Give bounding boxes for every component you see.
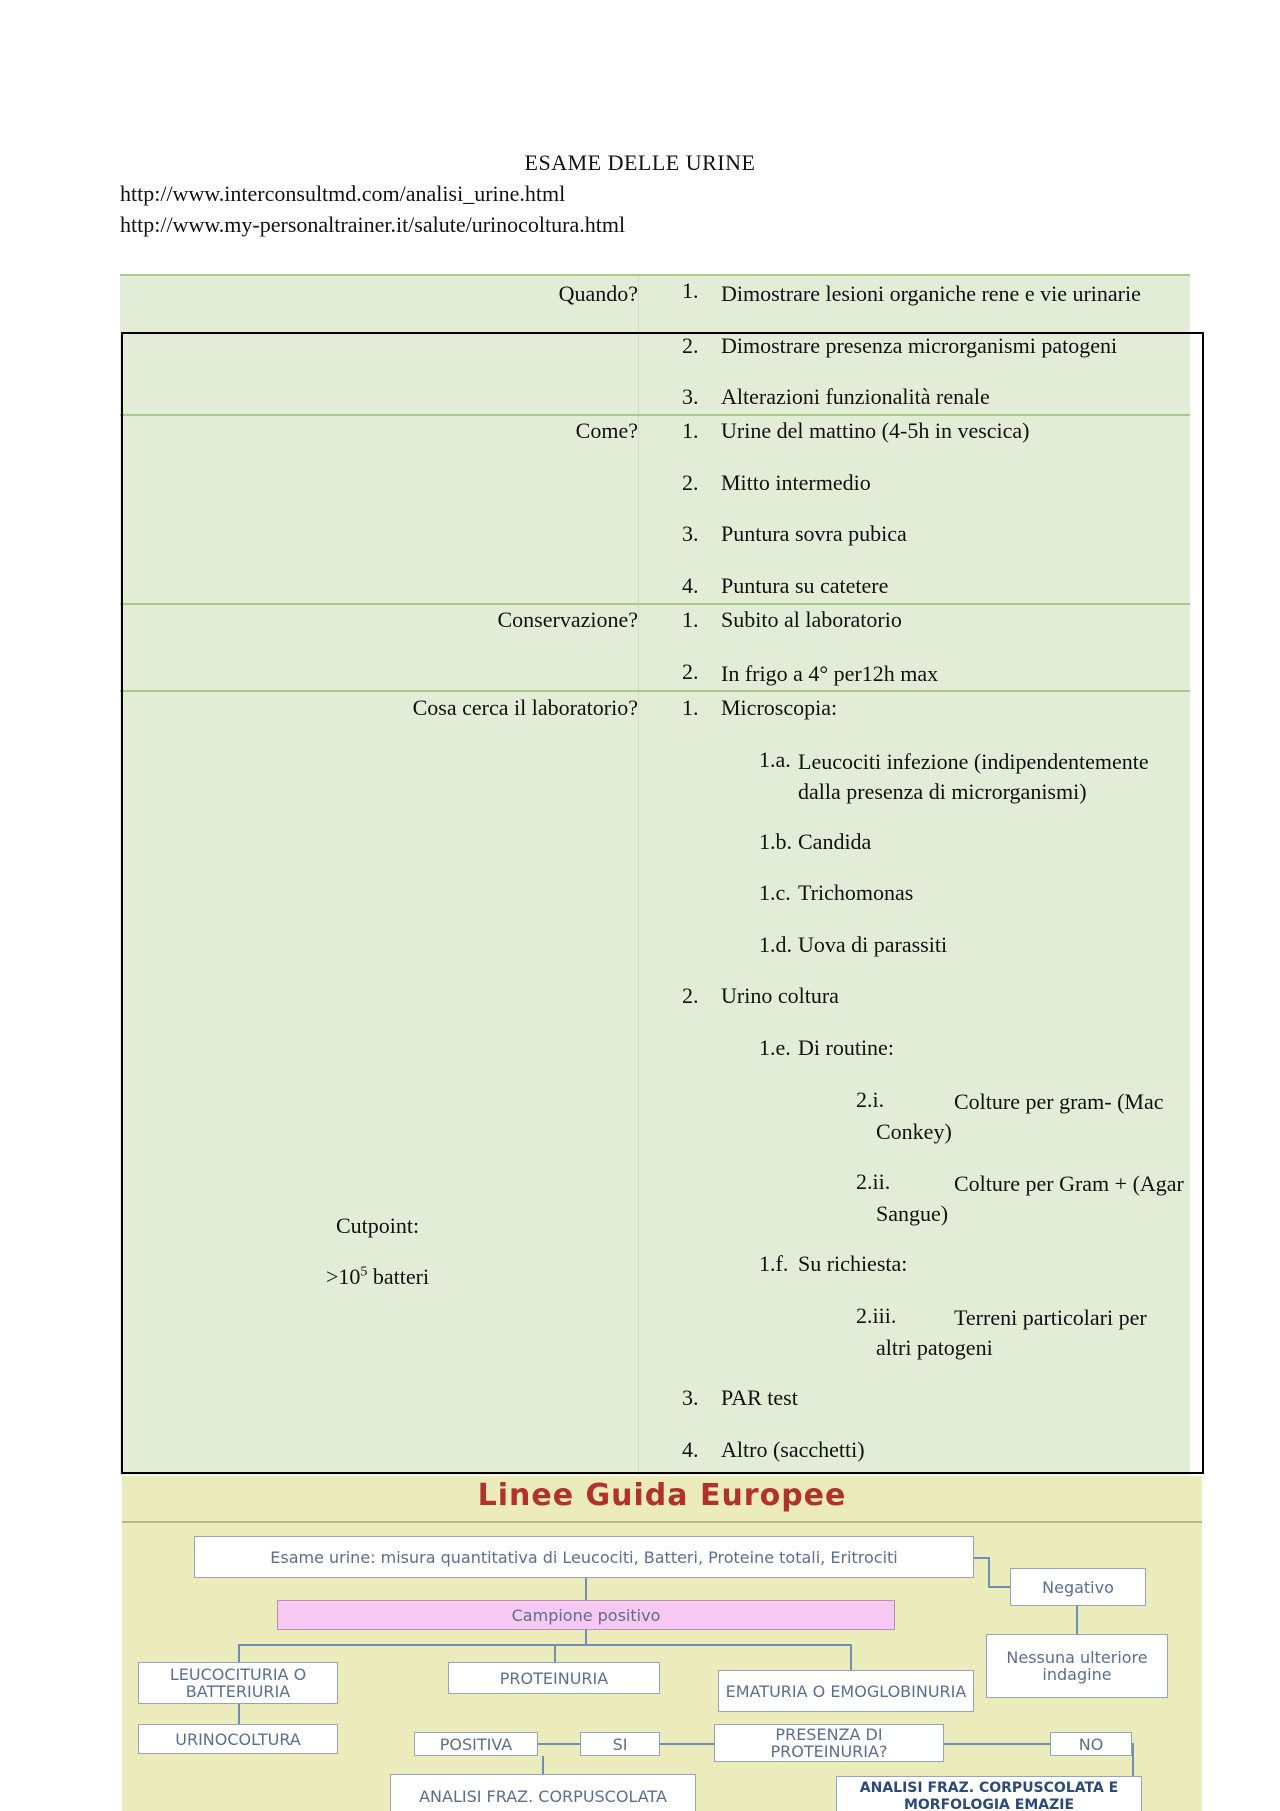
list-number: 4.	[682, 573, 699, 598]
list-item: PAR test	[721, 1385, 798, 1410]
urinocoltura-box: URINOCOLTURA	[138, 1724, 338, 1754]
document-title: ESAME DELLE URINE	[524, 150, 756, 175]
row-label-come: Come?	[575, 418, 638, 443]
row-label-conservazione: Conservazione?	[497, 607, 638, 632]
list-number: 2.	[682, 983, 699, 1008]
list-item: Subito al laboratorio	[721, 607, 902, 632]
list-item: Mitto intermedio	[721, 470, 871, 495]
connector	[585, 1578, 587, 1600]
list-item: Su richiesta:	[798, 1251, 908, 1276]
list-item: Di routine:	[798, 1035, 894, 1060]
cutpoint-label: Cutpoint:	[336, 1213, 420, 1238]
reference-link-1[interactable]: http://www.interconsultmd.com/analisi_urine.html	[120, 181, 566, 206]
esame-box: Esame urine: misura quantitativa di Leucociti, Batteri, Proteine totali, Eritrociti	[194, 1536, 974, 1578]
connector	[554, 1644, 556, 1662]
guidelines-flowchart	[122, 1476, 1202, 1811]
list-number: 1.e.	[759, 1035, 791, 1060]
list-number: 1.	[682, 278, 699, 303]
connector	[988, 1586, 1010, 1588]
negativo-box: Negativo	[1010, 1568, 1146, 1606]
list-number: 2.ii.	[856, 1169, 891, 1194]
list-number: 3.	[682, 521, 699, 546]
connector	[850, 1644, 852, 1670]
connector	[988, 1557, 990, 1587]
list-item: Leucociti infezione (indipendentemente dalla presenza di microrganismi)	[798, 749, 1149, 804]
cutpoint-value: $>10^5$ batteri	[326, 1264, 430, 1289]
flowchart-title: Linee Guida Europee	[477, 1478, 847, 1513]
connector	[238, 1704, 240, 1724]
analisi-corpuscolata-box: ANALISI FRAZ. CORPUSCOLATA	[390, 1774, 696, 1811]
list-number: 1.c.	[759, 880, 791, 905]
list-number: 3.	[682, 384, 699, 409]
row-label-quando: Quando?	[558, 281, 638, 306]
list-item: Puntura sovra pubica	[721, 521, 907, 546]
list-number: 1.	[682, 695, 699, 720]
list-item: Colture per gram- (Mac Conkey)	[876, 1089, 1164, 1144]
connector	[542, 1756, 544, 1774]
reference-link-2[interactable]: http://www.my-personaltrainer.it/salute/urinocoltura.html	[120, 212, 626, 237]
ematuria-box: EMATURIA O EMOGLOBINURIA	[718, 1670, 974, 1712]
list-item: Urine del mattino (4-5h in vescica)	[721, 418, 1030, 443]
connector	[1076, 1606, 1078, 1634]
connector	[944, 1743, 1050, 1745]
flowchart-divider	[122, 1521, 1202, 1523]
list-number: 2.i.	[856, 1087, 885, 1112]
list-item: Candida	[798, 829, 872, 854]
list-number: 4.	[682, 1437, 699, 1462]
list-number: 2.	[682, 659, 699, 684]
list-item: Dimostrare presenza microrganismi patogeni	[721, 333, 1118, 358]
leucocituria-box: LEUCOCITURIA O BATTERIURIA	[138, 1662, 338, 1704]
connector	[1132, 1743, 1134, 1776]
connector	[538, 1743, 580, 1745]
connector	[238, 1644, 240, 1662]
presenza-box: PRESENZA DI PROTEINURIA?	[714, 1724, 944, 1762]
connector	[660, 1743, 714, 1745]
connector	[238, 1644, 850, 1646]
list-item: Terreni particolari per altri patogeni	[876, 1305, 1147, 1360]
list-number: 1.b.	[759, 829, 792, 854]
analisi-morfologia-box: ANALISI FRAZ. CORPUSCOLATA E MORFOLOGIA EMAZIE	[836, 1776, 1142, 1811]
list-item: Urino coltura	[721, 983, 839, 1008]
positiva-box: POSITIVA	[414, 1732, 538, 1756]
list-number: 2.iii.	[856, 1303, 897, 1328]
row-label-laboratorio: Cosa cerca il laboratorio?	[412, 695, 638, 720]
campione-box: Campione positivo	[277, 1600, 895, 1630]
list-item: Dimostrare lesioni organiche rene e vie urinarie	[721, 281, 1141, 306]
list-item: Uova di parassiti	[798, 932, 948, 957]
list-item: Microscopia:	[721, 695, 838, 720]
list-item: Altro (sacchetti)	[721, 1437, 865, 1462]
row-divider	[120, 274, 1190, 276]
list-number: 2.	[682, 333, 699, 358]
list-item: Colture per Gram + (Agar Sangue)	[876, 1171, 1184, 1226]
list-number: 1.	[682, 418, 699, 443]
list-item: Alterazioni funzionalità renale	[721, 384, 990, 409]
no-box: NO	[1050, 1732, 1132, 1756]
proteinuria-box: PROTEINURIA	[448, 1662, 660, 1694]
list-number: 1.	[682, 607, 699, 632]
list-item: In frigo a 4° per12h max	[721, 661, 939, 686]
list-number: 2.	[682, 470, 699, 495]
list-number: 1.f.	[759, 1251, 789, 1276]
list-number: 1.d.	[759, 932, 792, 957]
list-item: Trichomonas	[798, 880, 914, 905]
list-number: 3.	[682, 1385, 699, 1410]
nessuna-box: Nessuna ulteriore indagine	[986, 1634, 1168, 1698]
si-box: SI	[580, 1732, 660, 1756]
list-item: Puntura su catetere	[721, 573, 889, 598]
connector	[585, 1630, 587, 1644]
list-number: 1.a.	[759, 747, 791, 772]
